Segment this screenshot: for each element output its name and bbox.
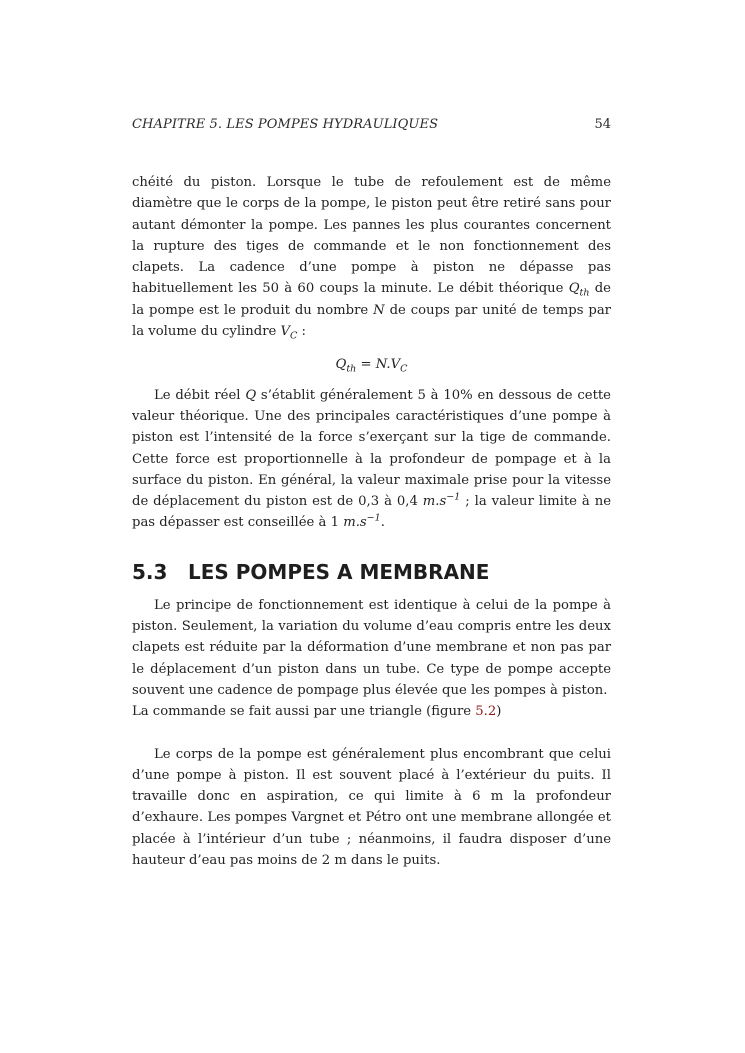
paragraph-membrane-command [132, 701, 611, 722]
paragraph-text: de coups par unité de temps par la volume du cylindre [132, 302, 611, 340]
math-unit-speed: m.s [343, 515, 367, 531]
running-head-chapter: CHAPITRE 5. LES POMPES HYDRAULIQUES [132, 117, 439, 132]
paragraph-text: : [297, 324, 306, 340]
math-unit-speed: m.s [422, 494, 447, 510]
paragraph-text: . [380, 515, 385, 531]
math-superscript: −1 [366, 513, 381, 525]
figure-reference-link[interactable]: 5.2 [475, 704, 497, 720]
math-v: V [280, 324, 291, 340]
paragraph-text: Le débit réel [154, 387, 246, 403]
equation-rhs-subscript: C [400, 364, 408, 376]
equation-lhs: Q [335, 357, 347, 373]
math-subscript-c: C [290, 330, 298, 342]
section-heading [132, 559, 611, 585]
section-number: 5.3 [132, 559, 168, 584]
math-q: Q [568, 281, 580, 297]
math-subscript-th: th [579, 288, 590, 300]
paragraph-membrane-principle: Le principe de fonctionnement est identique à celui de la pompe à piston. Seulement, la variation du volume d’eau compris entre les deux clapets est réduite par la déformation d’une membrane et non pas par le déplacement d’un piston dans un tube. Ce type de pompe accepte souvent une cadence de pompage plus élevée que les pompes à piston. [132, 597, 611, 698]
equation-middle: = N.V [356, 357, 401, 373]
math-superscript: −1 [446, 491, 461, 503]
page-header [132, 117, 611, 137]
paragraph-membrane-body: Le corps de la pompe est généralement plus encombrant que celui d’une pompe à piston. Il est souvent placé à l’extérieur du puits. Il travaille donc en aspiration, ce qui limite à 6 m la profondeur d’exhaure. Les pompes Vargnet et Pétro ont une membrane allongée et placée à l’intérieur d’un tube ; néanmoins, il faudra disposer d’une hauteur d’eau pas moins de 2 m dans le puits. [132, 746, 611, 869]
paragraph-spacer [132, 723, 611, 744]
paragraph-text: La commande se fait aussi par une triangle (figure [132, 704, 476, 720]
paragraph-text: s’établit généralement 5 à 10% en dessous de cette valeur théorique. Une des principales caractéristiques d’une pompe à piston est l’intensité de la force s’exerçant sur la tige de commande. Cette force est proportionnelle à la profondeur de pompage et à la surface du piston. En général, la valeur maximale prise pour la vitesse de déplacement du piston est de 0,3 à 0,4 [132, 387, 611, 510]
math-q: Q [245, 387, 257, 403]
math-n: N [373, 302, 385, 318]
equation-flow-rate [132, 354, 611, 375]
paragraph-text: ) [496, 704, 502, 720]
paragraph-text: de la pompe est le produit du nombre [132, 281, 611, 318]
equation-lhs-subscript: th [346, 364, 357, 376]
page-body [132, 172, 611, 871]
paragraph-piston-continuation [132, 172, 611, 342]
section-title: LES POMPES A MEMBRANE [188, 559, 490, 584]
paragraph-real-flow [132, 385, 611, 534]
page-number: 54 [594, 117, 611, 132]
paragraph-text: chéité du piston. Lorsque le tube de refoulement est de même diamètre que le corps de la pompe, le piston peut être retiré sans pour autant démonter la pompe. Les pannes les plus courantes concernent la rupture des tiges de commande et le non fonctionnement des clapets. La cadence d’une pompe à piston ne dépasse pas habituellement les 50 à 60 coups la minute. Le débit théorique [132, 175, 611, 297]
paragraph-text: ; la valeur limite à ne pas dépasser est conseillée à 1 [132, 494, 611, 531]
